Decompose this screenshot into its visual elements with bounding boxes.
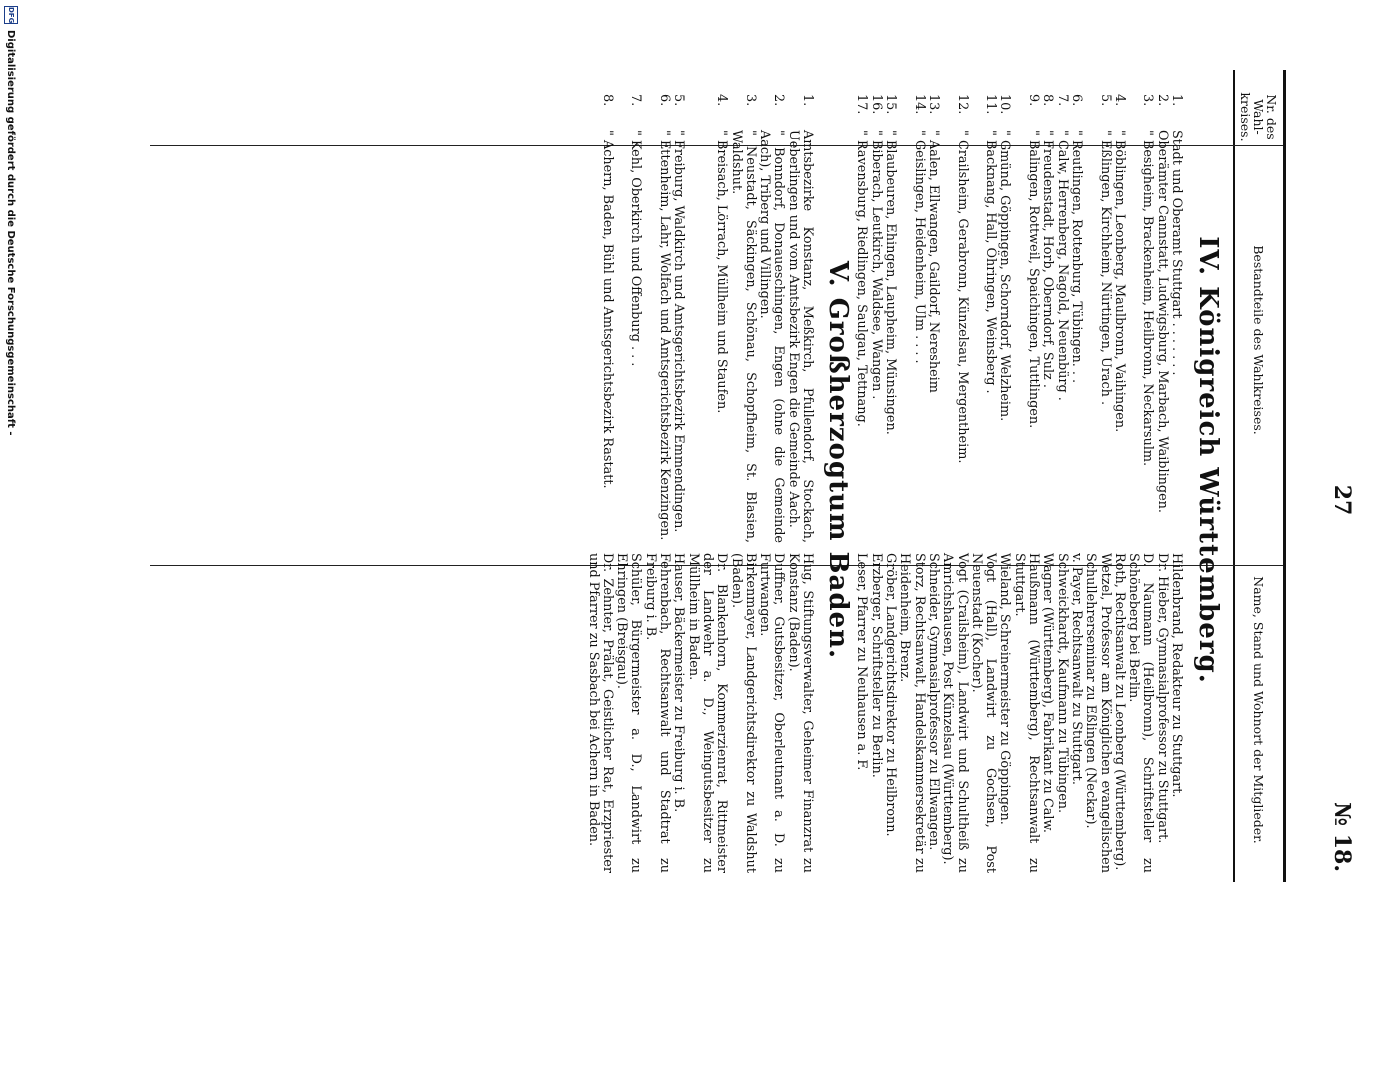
table-row (1011, 92, 1040, 1092)
district-parts: " Blaubeuren, Ehingen, Laupheim, Münsingen. (883, 130, 899, 435)
member-name: Hildenbrand, Redakteur zu Stuttgart. (1169, 553, 1184, 798)
district-parts: " Backnang, Hall, Öhringen, Weinsberg . (983, 130, 999, 394)
district-parts: " Achern, Baden, Bühl und Amtsgerichtsbezirk Rastatt. (599, 130, 615, 489)
table-row (1154, 92, 1168, 1092)
member-name: Haußmann (Württemberg), Rechtsanwalt zu Stuttgart. (1011, 553, 1042, 873)
table-top-rule (1283, 70, 1286, 882)
district-number: 9. (1026, 94, 1042, 107)
district-number: 5. (671, 94, 687, 107)
digitization-note: Digitalisierung gefördert durch die Deutsche Forschungsgemeinschaft - (5, 30, 17, 436)
table-row (1083, 92, 1112, 1092)
table-row (785, 92, 814, 1092)
member-name: Erzberger, Schriftsteller zu Berlin. (868, 553, 884, 778)
table-row (642, 92, 671, 1092)
district-number: 1. (1169, 94, 1184, 107)
district-parts: " Böblingen, Leonberg, Maulbronn, Vaihingen. (1111, 130, 1127, 433)
table-row (728, 92, 757, 1092)
page-number: 27 (1329, 484, 1355, 516)
district-number: 7. (628, 94, 644, 107)
column-header-rule (1233, 70, 1235, 882)
district-number: 1. (800, 94, 815, 107)
column-header-bestand: Bestandteile des Wahlkreises. (1251, 245, 1267, 435)
district-number: 2. (1154, 94, 1170, 107)
district-number: 12. (954, 94, 970, 115)
member-name: Wetzel, Professor am Königlichen evangelischen Schullehrerseminar zu Eßlingen (Neckar). (1083, 553, 1113, 873)
table-row (1069, 92, 1083, 1092)
column-header-name: Name, Stand und Wohnort der Mitglieder. (1251, 576, 1267, 844)
district-parts: " Reutlingen, Rottenburg, Tübingen. . . (1068, 130, 1084, 384)
district-number: 2. (771, 94, 787, 107)
member-name: Vogt (Hall), Landwirt zu Gochsen, Post Neuenstadt (Kocher). (968, 553, 999, 873)
table-row (1040, 92, 1054, 1092)
district-parts: Amtsbezirke Konstanz, Meßkirch, Pfullendorf, Stockach, Ueberlingen und vom Amtsbezirk Engen die Gemeinde Aach. (785, 130, 815, 543)
dfg-logo: DFG (4, 6, 18, 24)
table-row (883, 92, 897, 1092)
district-parts: " Gmünd, Göppingen, Schorndorf, Welzheim. (997, 130, 1013, 422)
member-name: Wagner (Württemberg), Fabrikant zu Calw. (1040, 553, 1056, 833)
district-number: 3. (742, 94, 758, 107)
member-name: Leser, Pfarrer zu Neuhausen a. F. (854, 553, 870, 771)
district-parts: " Calw, Herrenberg, Nagold, Neuenbürg . (1054, 130, 1070, 401)
table-row (969, 92, 998, 1092)
member-name: Gröber, Landgerichtsdirektor zu Heilbronn. (883, 553, 899, 837)
district-parts: " Crailsheim, Gerabronn, Künzelsau, Mergentheim. (954, 130, 970, 464)
district-number: 13. (925, 94, 941, 115)
member-name: Schweickhardt, Kaufmann zu Tübingen. (1054, 553, 1070, 814)
member-name: Storz, Rechtsanwalt, Handelskammersekretär zu Heidenheim, Brenz. (897, 553, 927, 873)
member-name: Roth, Rechtsanwalt zu Leonberg (Württemberg). (1111, 553, 1127, 871)
district-number: 4. (1111, 94, 1127, 107)
district-number: 6. (1068, 94, 1084, 107)
table-row (868, 92, 882, 1092)
digitization-footer (4, 0, 18, 1006)
district-parts: " Kehl, Oberkirch und Offenburg . . . (628, 130, 644, 367)
member-name: Dr. Blankenhorn, Kommerzienrat, Rittmeister der Landwehr a. D., Weingutsbesitzer zu Müllheim in Baden. (685, 553, 730, 873)
district-number: 16. (868, 94, 884, 115)
table-row (757, 92, 786, 1092)
district-parts: " Eßlingen, Kirchheim, Nürtingen, Urach . (1097, 130, 1113, 406)
district-parts: " Neustadt, Säckingen, Schönau, Schopfheim, St. Blasien, Waldshut. (728, 130, 758, 543)
table-row (1054, 92, 1068, 1092)
table-row (585, 92, 614, 1092)
district-parts: " Geislingen, Heidenheim, Ulm . . . . (911, 130, 927, 364)
document-number: № 18. (1329, 802, 1355, 872)
district-parts: Oberämter Cannstatt, Ludwigsburg, Marbach, Waiblingen. (1154, 130, 1170, 513)
district-parts: " Freiburg, Waldkirch und Amtsgerichtsbezirk Emmendingen. (671, 130, 687, 533)
district-number: 11. (983, 94, 999, 115)
table-row (854, 92, 868, 1092)
table-row (897, 92, 926, 1092)
member-name: Fehrenbach, Rechtsanwalt und Stadtrat zu Freiburg i. B. (642, 553, 673, 873)
wuerttemberg-table (854, 92, 1183, 1092)
district-number: 3. (1140, 94, 1156, 107)
district-number: 14. (911, 94, 927, 115)
table-row (1112, 92, 1126, 1092)
member-name: v. Payer, Rechtsanwalt zu Stuttgart. (1068, 553, 1084, 785)
district-parts: Stadt und Oberamt Stuttgart . . . . . . . (1169, 130, 1184, 376)
district-parts: " Balingen, Rottweil, Spaichingen, Tuttlingen. (1026, 130, 1042, 429)
member-name: Vogt (Crailsheim), Landwirt und Schultheiß zu Amrichshausen, Post Künzelsau (Württemberg). (940, 553, 970, 873)
column-header-nr: Nr. des Wahl-kreises. (1238, 92, 1280, 142)
member-name: Duffner, Gutsbesitzer, Oberleutnant a. D. zu Furtwangen. (757, 553, 787, 873)
district-number: 15. (883, 94, 899, 115)
table-row (926, 92, 940, 1092)
member-name: Schüler, Bürgermeister a. D., Landwirt zu Ehringen (Breisgau). (614, 553, 644, 873)
table-row (1126, 92, 1155, 1092)
district-parts: " Aalen, Ellwangen, Gaildorf, Neresheim (925, 130, 941, 393)
member-name: Hug, Stiftungsverwalter, Geheimer Finanzrat zu Konstanz (Baden). (785, 553, 815, 873)
table-row (940, 92, 969, 1092)
table-row (997, 92, 1011, 1092)
member-name: Dr. Hieber, Gymnasialprofessor zu Stuttgart. (1154, 553, 1170, 844)
district-parts: " Biberach, Leutkirch, Waldsee, Wangen . (868, 130, 884, 400)
district-parts: " Bonndorf, Donaueschingen, Engen (ohne die Gemeinde Aach), Triberg und Villingen. (757, 130, 787, 543)
district-number: 5. (1097, 94, 1113, 107)
baden-table (585, 92, 814, 1092)
district-number: 6. (657, 94, 673, 107)
district-parts: " Ravensburg, Riedlingen, Saulgau, Tettnang. (854, 130, 870, 427)
table-row (671, 92, 685, 1092)
district-number: 17. (854, 94, 870, 115)
district-number: 7. (1054, 94, 1070, 107)
member-name: Wieland, Schreinermeister zu Göppingen. (997, 553, 1013, 825)
member-name: Schneider, Gymnasialprofessor zu Ellwangen. (925, 553, 941, 851)
district-number: 10. (997, 94, 1013, 115)
section-title-wuerttemberg: IV. Königreich Württemberg. (1193, 236, 1223, 684)
district-parts: " Freudenstadt, Horb, Oberndorf, Sulz . (1040, 130, 1056, 388)
district-number: 4. (714, 94, 730, 107)
district-number: 8. (1040, 94, 1056, 107)
member-name: Birkenmayer, Landgerichtsdirektor zu Waldshut (Baden). (728, 553, 758, 873)
table-row (1169, 92, 1183, 1092)
table-row (614, 92, 643, 1092)
section-title-baden: V. Großherzogtum Baden. (823, 260, 853, 660)
table-row (685, 92, 728, 1092)
member-name: Hauser, Bäckermeister zu Freiburg i. B. (671, 553, 687, 813)
district-number: 8. (599, 94, 615, 107)
member-name: Dr. Zehnter, Prälat, Geistlicher Rat, Erzpriester und Pfarrer zu Sasbach bei Achern in Baden. (585, 553, 615, 873)
district-parts: " Ettenheim, Lahr, Wolfach und Amtsgerichtsbezirk Kenzingen. (657, 130, 673, 541)
member-name: D. Naumann (Heilbronn), Schriftsteller zu Schöneberg bei Berlin. (1126, 553, 1156, 873)
district-parts: " Besigheim, Brackenheim, Heilbronn, Neckarsulm. (1140, 130, 1156, 467)
district-parts: " Breisach, Lörrach, Müllheim und Staufen. (714, 130, 730, 414)
